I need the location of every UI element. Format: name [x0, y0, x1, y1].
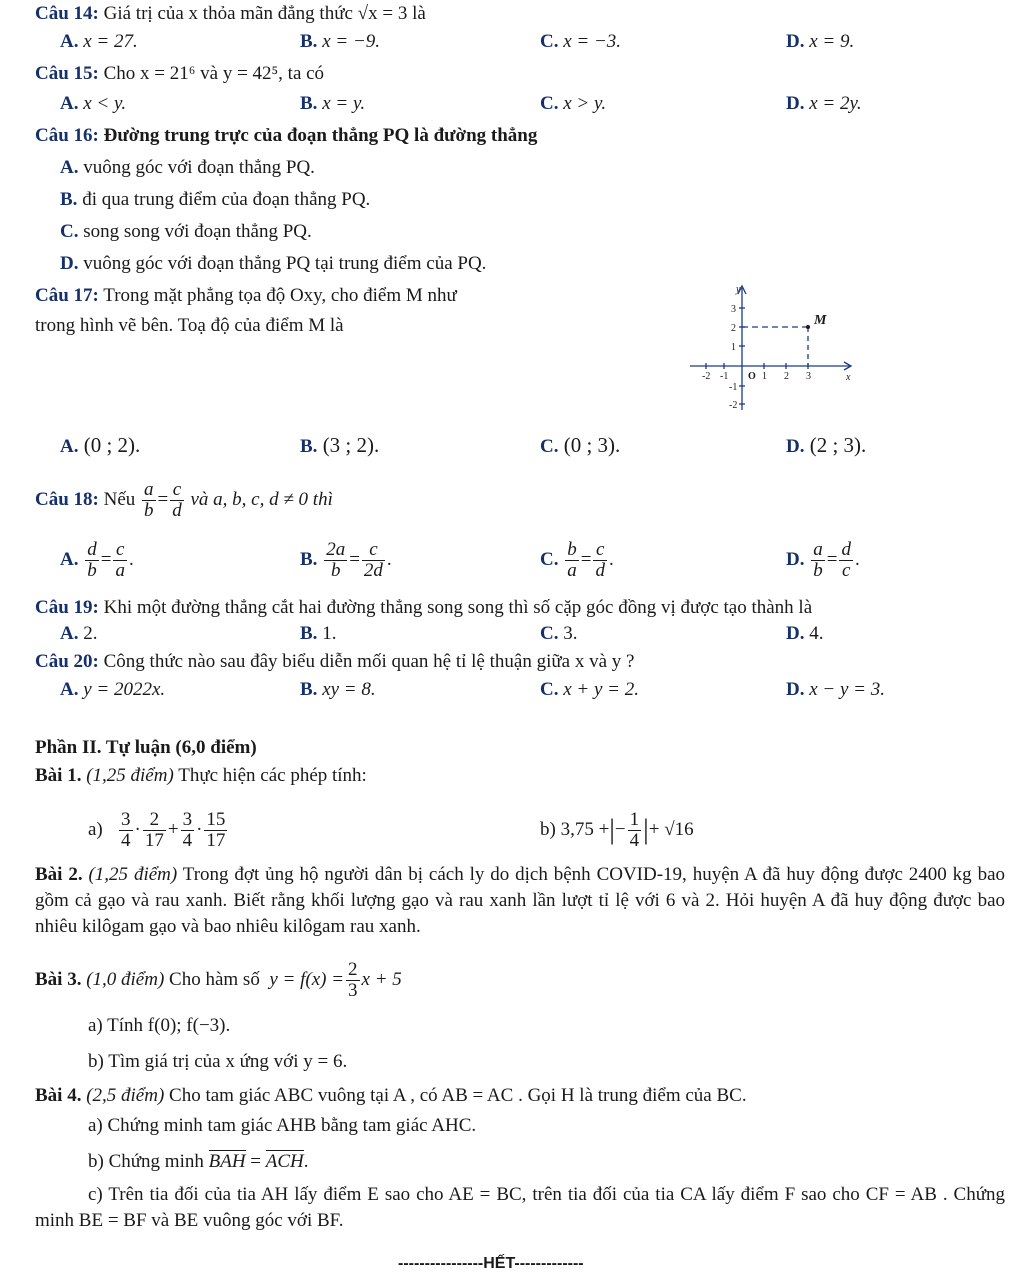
point-m: [806, 325, 810, 329]
q16-option-b: B. đi qua trung điểm của đoạn thẳng PQ.: [60, 189, 371, 210]
q18-option-c: C. $\frac{b}{a}$ = $\frac{c}{d}$ .: [540, 539, 614, 581]
q16-line: [35, 124, 537, 148]
q15-label: Câu 15:: [35, 63, 99, 84]
y-tick-label: 3: [731, 304, 736, 315]
q19-stem: Khi một đường thẳng cắt hai đường thẳng song song thì số cặp góc đồng vị được tạo thành là: [103, 597, 813, 618]
b1-line: Bài 1. (1,25 điểm) Thực hiện các phép tính:: [35, 765, 367, 786]
x-tick-label: -1: [720, 371, 729, 382]
q15-option-c: C. x > y.: [540, 93, 607, 114]
x-tick-label: -2: [702, 371, 711, 382]
q14-stem: Giá trị của x thỏa mãn đẳng thức √x = 3 là: [103, 3, 426, 24]
q20-option-a: A. y = 2022x.: [60, 679, 166, 700]
q14-option-c: C. x = −3.: [540, 31, 622, 52]
q19-option-d: D. 4.: [786, 623, 824, 644]
q16-label: Câu 16:: [35, 125, 99, 146]
q15-stem: Cho x = 21⁶ và y = 42⁵, ta có: [103, 63, 325, 84]
x-tick-label: 1: [762, 371, 767, 382]
y-tick-label: 1: [731, 342, 736, 353]
q18-line: Câu 18: Nếu $\frac{a}{b}$ = $\frac{c}{d}$ và a, b, c, d ≠ 0 thì: [35, 479, 333, 521]
q17-option-c: C. (0 ; 3).: [540, 433, 621, 457]
q17-label: Câu 17:: [35, 285, 99, 306]
q15-option-a: A. x < y.: [60, 93, 127, 114]
q14-label: Câu 14:: [35, 3, 99, 24]
b1-part-a: a) $\frac{3}{4}$ · $\frac{2}{17}$ + $\frac{3}{4}$ · $\frac{15}{17}$: [88, 809, 226, 851]
q18-option-b: B. $\frac{2a}{b}$ = $\frac{c}{2d}$ .: [300, 539, 392, 581]
q18-label: Câu 18:: [35, 488, 99, 510]
q15-option-b: B. x = y.: [300, 93, 366, 114]
b3-part-a: a) Tính f(0); f(−3).: [88, 1015, 231, 1036]
q14-option-b: B. x = −9.: [300, 31, 381, 52]
y-tick-label: -1: [729, 382, 738, 393]
q17-option-b: B. (3 ; 2).: [300, 433, 380, 457]
q18-option-a: A. $\frac{d}{b}$ = $\frac{c}{a}$ .: [60, 539, 134, 581]
q16-stem: Đường trung trực của đoạn thẳng PQ là đường thẳng: [103, 125, 538, 146]
end-marker: ----------------HẾT-------------: [398, 1255, 584, 1272]
x-axis-label: x: [846, 372, 851, 383]
x-tick-label: 2: [784, 371, 789, 382]
q17-stem-2: trong hình vẽ bên. Toạ độ của điểm M là: [35, 315, 344, 336]
q20-option-d: D. x − y = 3.: [786, 679, 885, 700]
y-tick-label: 2: [731, 323, 736, 334]
q20-option-c: C. x + y = 2.: [540, 679, 639, 700]
q16-option-a: A. vuông góc với đoạn thẳng PQ.: [60, 157, 315, 178]
fraction-c-over-d: $\frac{c}{d}$: [172, 479, 182, 521]
q19-option-c: C. 3.: [540, 623, 578, 644]
b4-line: Bài 4. (2,5 điểm) Cho tam giác ABC vuông tại A , có AB = AC . Gọi H là trung điểm của BC.: [35, 1085, 747, 1106]
b3-part-b: b) Tìm giá trị của x ứng với y = 6.: [88, 1051, 348, 1072]
q16-option-d: D. vuông góc với đoạn thẳng PQ tại trung điểm của PQ.: [60, 253, 487, 274]
q17-line-1: [35, 284, 457, 308]
q20-option-b: B. xy = 8.: [300, 679, 376, 700]
point-m-label: M: [814, 313, 827, 328]
q20-line: [35, 650, 634, 674]
q19-line: [35, 596, 812, 620]
q14-line: [35, 2, 426, 26]
b4-part-c: c) Trên tia đối của tia AH lấy điểm E sao cho AE = BC, trên tia đối của tia CA lấy điểm F sao cho CF = AB . Chứng minh BE = BF và BE vuông góc với BF.: [35, 1184, 1005, 1231]
q15-line: [35, 62, 324, 86]
q18-stem-a: Nếu: [103, 488, 136, 510]
q17-option-a: A. (0 ; 2).: [60, 433, 141, 457]
b4-part-a: a) Chứng minh tam giác AHB bằng tam giác AHC.: [88, 1115, 477, 1136]
q17-coordinate-graph: [690, 282, 860, 414]
q19-option-a: A. 2.: [60, 623, 98, 644]
q19-label: Câu 19:: [35, 597, 99, 618]
y-tick-label: -2: [729, 400, 738, 411]
b4-part-b: b) Chứng minh BAH = ACH.: [88, 1151, 309, 1172]
q20-label: Câu 20:: [35, 651, 99, 672]
q20-stem: Công thức nào sau đây biểu diễn mối quan hệ tỉ lệ thuận giữa x và y ?: [103, 651, 635, 672]
origin-label: O: [748, 371, 756, 382]
b1-part-b: b) 3,75 +|− $\frac{1}{4}$ |+ √16: [540, 809, 694, 851]
fraction-a-over-b: $\frac{a}{b}$: [144, 479, 154, 521]
q19-option-b: B. 1.: [300, 623, 337, 644]
q14-option-a: A. x = 27.: [60, 31, 138, 52]
q14-option-d: D. x = 9.: [786, 31, 855, 52]
y-axis-label: y: [736, 284, 741, 295]
q16-option-c: C. song song với đoạn thẳng PQ.: [60, 221, 312, 242]
q18-stem-b: và a, b, c, d ≠ 0 thì: [190, 488, 333, 510]
x-tick-label: 3: [806, 371, 811, 382]
q15-option-d: D. x = 2y.: [786, 93, 862, 114]
q17-stem-1: Trong mặt phẳng tọa độ Oxy, cho điểm M như: [103, 285, 457, 306]
q17-option-d: D. (2 ; 3).: [786, 433, 867, 457]
part2-title: Phần II. Tự luận (6,0 điểm): [35, 737, 257, 758]
b3-line: Bài 3. (1,0 điểm) Cho hàm số y = f(x) = $\frac{2}{3}$ x + 5: [35, 959, 402, 1001]
b2-paragraph: Bài 2. (1,25 điểm) Trong đợt ủng hộ người dân bị cách ly do dịch bệnh COVID-19, huyện A đã huy động được 2400 kg bao gồm cả gạo và rau xanh. Biết rằng khối lượng gạo và rau xanh lần lượt tỉ lệ với 6 và 2. Hỏi huyện A đã huy động được bao nhiêu kilôgam gạo và bao nhiêu kilôgam rau xanh.: [35, 864, 1005, 937]
q18-option-d: D. $\frac{a}{b}$ = $\frac{d}{c}$ .: [786, 539, 860, 581]
